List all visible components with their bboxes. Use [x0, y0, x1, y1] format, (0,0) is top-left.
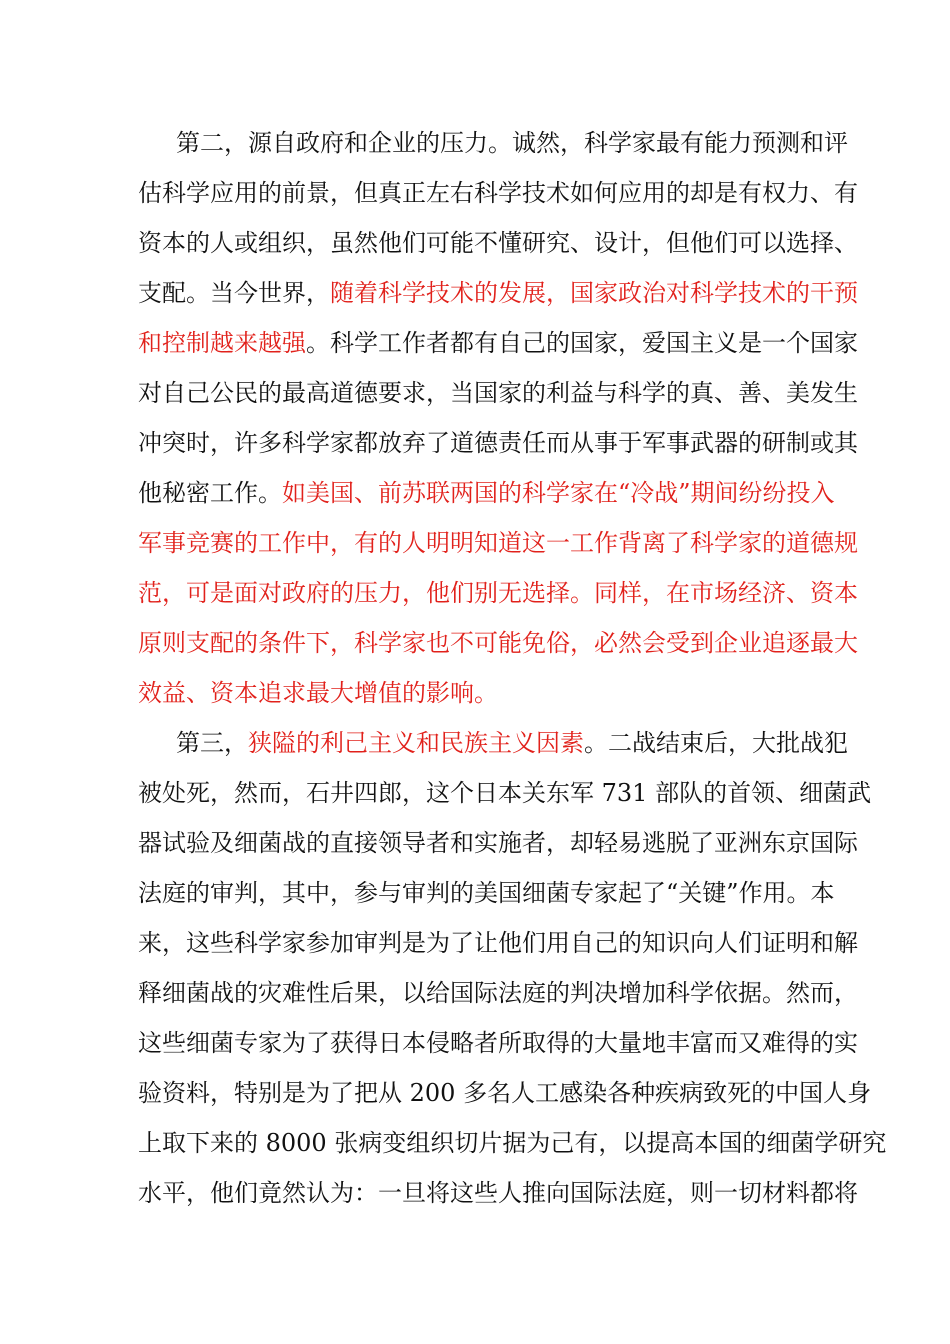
text-line: [138, 618, 858, 668]
text-line: [138, 718, 848, 768]
body-text: 被处死，然而，石井四郎，这个日本关东军 731 部队的首领、细菌武: [138, 779, 872, 807]
text-line: [138, 1068, 872, 1118]
highlighted-text: 效益、资本追求最大增值的影响。: [138, 679, 498, 707]
body-text: 。二战结束后，大批战犯: [584, 729, 848, 757]
text-line: [138, 418, 858, 468]
paragraph: [138, 118, 858, 718]
text-line: [138, 868, 835, 918]
text-line: [138, 218, 858, 268]
paragraph: [138, 718, 887, 1218]
body-text: 释细菌战的灾难性后果，以给国际法庭的判决增加科学依据。然而，: [138, 979, 858, 1007]
highlighted-text: 军事竞赛的工作中，有的人明明知道这一工作背离了科学家的道德规: [138, 529, 858, 557]
highlighted-text: 原则支配的条件下，科学家也不可能免俗，必然会受到企业追逐最大: [138, 629, 858, 657]
body-text: 第三，: [176, 729, 248, 757]
body-text: 估科学应用的前景，但真正左右科学技术如何应用的却是有权力、有: [138, 179, 858, 207]
highlighted-text: 狭隘的利己主义和民族主义因素: [248, 729, 584, 757]
body-text: 验资料，特别是为了把从 200 多名人工感染各种疾病致死的中国人身: [138, 1079, 872, 1107]
body-text: 支配。当今世界，: [138, 279, 330, 307]
body-text: 法庭的审判，其中，参与审判的美国细菌专家起了“关键”作用。本: [138, 879, 835, 907]
highlighted-text: 随着科学技术的发展，国家政治对科学技术的干预: [330, 279, 858, 307]
body-text: 。科学工作者都有自己的国家，爱国主义是一个国家: [306, 329, 858, 357]
text-line: [138, 168, 858, 218]
highlighted-text: 和控制越来越强: [138, 329, 306, 357]
text-line: [138, 768, 872, 818]
body-text: 冲突时，许多科学家都放弃了道德责任而从事于军事武器的研制或其: [138, 429, 858, 457]
text-line: [138, 1018, 858, 1068]
text-line: [138, 968, 858, 1018]
text-line: [138, 518, 858, 568]
text-line: [138, 918, 858, 968]
body-text: 第二，源自政府和企业的压力。诚然，科学家最有能力预测和评: [176, 129, 848, 157]
text-line: [138, 1118, 887, 1168]
body-text: 对自己公民的最高道德要求，当国家的利益与科学的真、善、美发生: [138, 379, 858, 407]
body-text: 水平，他们竟然认为：一旦将这些人推向国际法庭，则一切材料都将: [138, 1179, 858, 1207]
body-text: 来，这些科学家参加审判是为了让他们用自己的知识向人们证明和解: [138, 929, 858, 957]
highlighted-text: 如美国、前苏联两国的科学家在“冷战”期间纷纷投入: [282, 479, 835, 507]
text-line: [138, 118, 848, 168]
body-text: 上取下来的 8000 张病变组织切片据为己有，以提高本国的细菌学研究: [138, 1129, 887, 1157]
text-line: [138, 318, 858, 368]
body-text: 他秘密工作。: [138, 479, 282, 507]
highlighted-text: 范，可是面对政府的压力，他们别无选择。同样，在市场经济、资本: [138, 579, 858, 607]
body-text: 器试验及细菌战的直接领导者和实施者，却轻易逃脱了亚洲东京国际: [138, 829, 858, 857]
text-line: [138, 368, 858, 418]
text-line: [138, 1168, 858, 1218]
text-line: [138, 668, 818, 718]
document-body: [138, 118, 887, 1218]
text-line: [138, 268, 858, 318]
body-text: 资本的人或组织，虽然他们可能不懂研究、设计，但他们可以选择、: [138, 229, 858, 257]
text-line: [138, 568, 858, 618]
body-text: 这些细菌专家为了获得日本侵略者所取得的大量地丰富而又难得的实: [138, 1029, 858, 1057]
text-line: [138, 818, 858, 868]
text-line: [138, 468, 835, 518]
